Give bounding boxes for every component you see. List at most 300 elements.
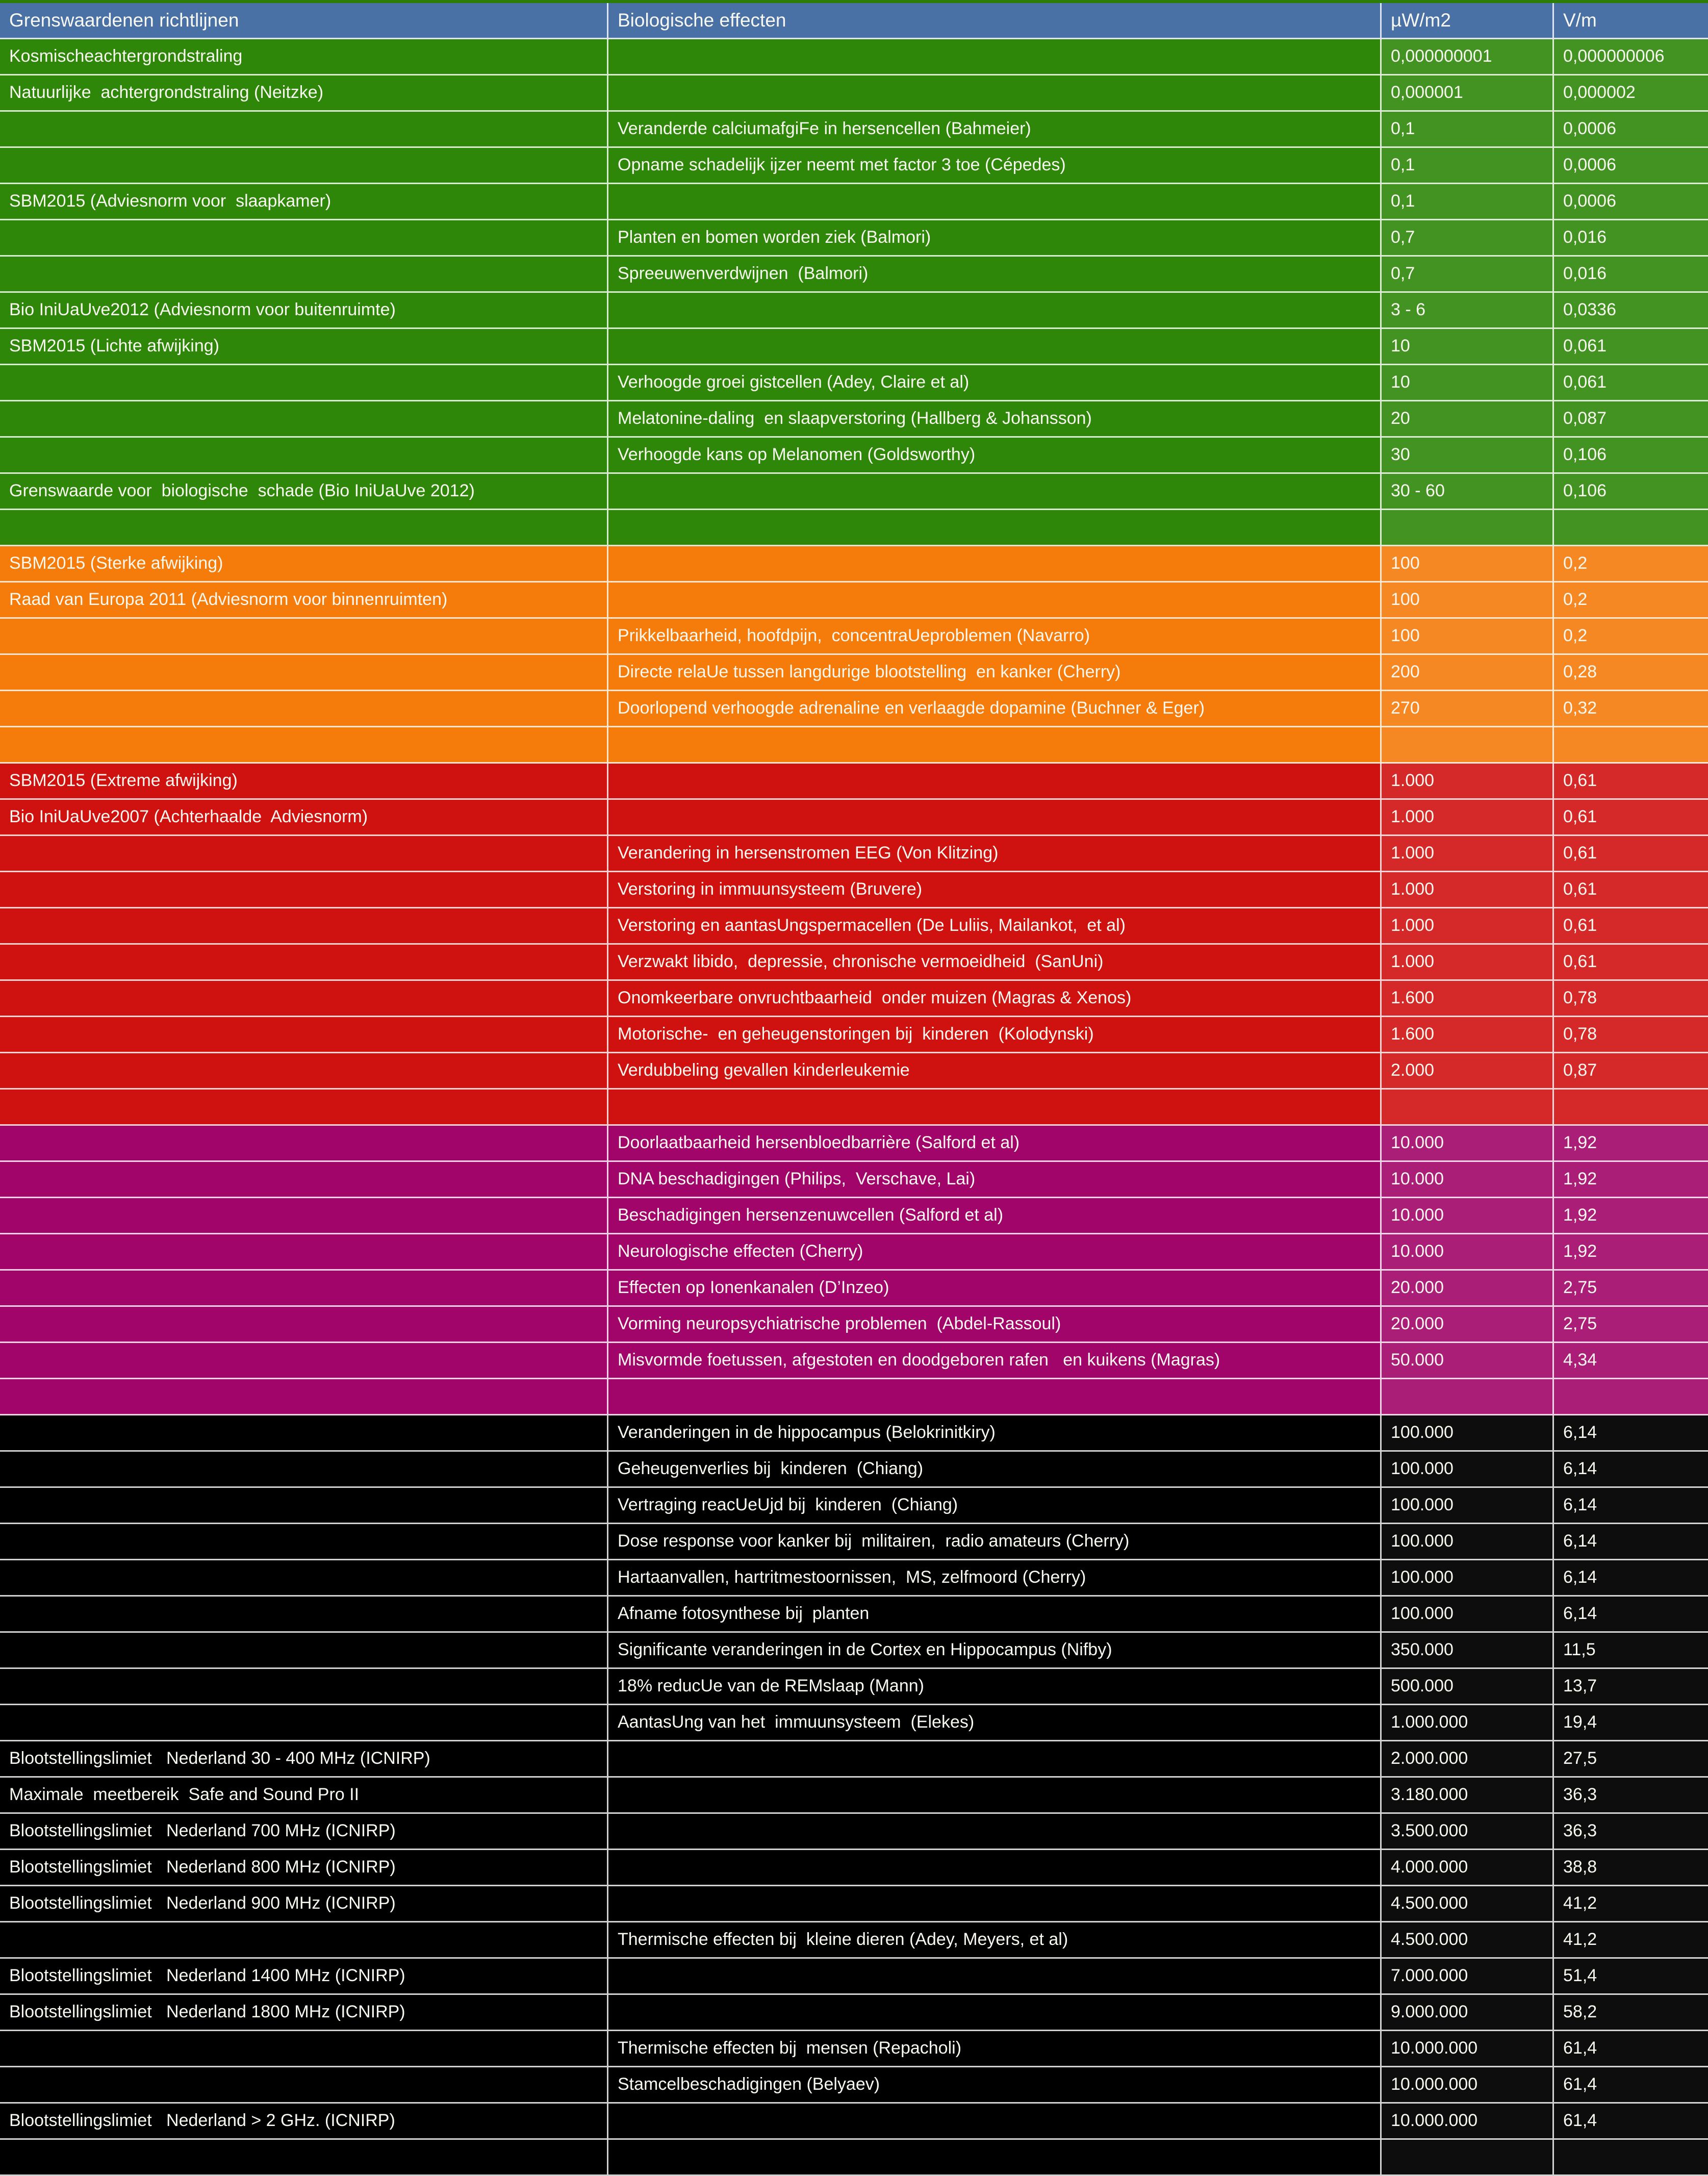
vm-value-cell: 0,61 — [1552, 836, 1708, 872]
limit-cell — [0, 945, 607, 981]
effect-cell: DNA beschadigingen (Philips, Verschave, Lai) — [607, 1162, 1380, 1198]
table-row — [0, 908, 1708, 945]
vm-value-cell: 61,4 — [1552, 2031, 1708, 2067]
effect-cell — [607, 583, 1380, 619]
vm-value-cell: 0,061 — [1552, 329, 1708, 365]
effect-cell: Doorlaatbaarheid hersenbloedbarrière (Salford et al) — [607, 1126, 1380, 1162]
vm-value-cell: 0,61 — [1552, 872, 1708, 908]
table-row — [0, 474, 1708, 510]
uwm2-value-cell: 0,1 — [1380, 148, 1552, 184]
vm-value-cell: 0,87 — [1552, 1053, 1708, 1090]
header-vm: V/m — [1552, 3, 1708, 39]
vm-value-cell: 6,14 — [1552, 1597, 1708, 1633]
table-row — [0, 836, 1708, 872]
effect-cell: Stamcelbeschadigingen (Belyaev) — [607, 2067, 1380, 2104]
limit-cell — [0, 2031, 607, 2067]
uwm2-value-cell: 3.500.000 — [1380, 1814, 1552, 1850]
limit-cell — [0, 1162, 607, 1198]
effect-cell — [607, 800, 1380, 836]
limit-cell — [0, 1343, 607, 1379]
uwm2-value-cell: 3 - 6 — [1380, 293, 1552, 329]
limit-cell — [0, 655, 607, 691]
effect-cell: Directe relaUe tussen langdurige blootstelling en kanker (Cherry) — [607, 655, 1380, 691]
table-row — [0, 1017, 1708, 1053]
limit-cell: Blootstellingslimiet Nederland 1400 MHz (ICNIRP) — [0, 1959, 607, 1995]
table-row — [0, 1814, 1708, 1850]
uwm2-value-cell: 1.000 — [1380, 764, 1552, 800]
uwm2-value-cell: 100.000 — [1380, 1560, 1552, 1597]
table-row — [0, 1452, 1708, 1488]
table-row — [0, 583, 1708, 619]
limit-cell: Blootstellingslimiet Nederland 700 MHz (ICNIRP) — [0, 1814, 607, 1850]
limit-cell: Natuurlijke achtergrondstraling (Neitzke) — [0, 75, 607, 112]
effect-cell — [607, 75, 1380, 112]
uwm2-value-cell: 2.000.000 — [1380, 1741, 1552, 1778]
limit-cell — [0, 2067, 607, 2104]
vm-value-cell — [1552, 510, 1708, 546]
uwm2-value-cell: 3.180.000 — [1380, 1778, 1552, 1814]
vm-value-cell: 0,61 — [1552, 908, 1708, 945]
vm-value-cell: 0,106 — [1552, 474, 1708, 510]
vm-value-cell: 0,0006 — [1552, 112, 1708, 148]
uwm2-value-cell: 4.500.000 — [1380, 1922, 1552, 1959]
effect-cell: Veranderde calciumafgiFe in hersencellen (Bahmeier) — [607, 112, 1380, 148]
table-row — [0, 257, 1708, 293]
uwm2-value-cell: 100.000 — [1380, 1452, 1552, 1488]
effect-cell: Verdubbeling gevallen kinderleukemie — [607, 1053, 1380, 1090]
uwm2-value-cell: 0,000000001 — [1380, 39, 1552, 75]
vm-value-cell: 0,000000006 — [1552, 39, 1708, 75]
vm-value-cell: 0,087 — [1552, 401, 1708, 438]
limit-cell — [0, 1090, 607, 1126]
limit-cell — [0, 1307, 607, 1343]
vm-value-cell: 61,4 — [1552, 2067, 1708, 2104]
uwm2-value-cell: 100 — [1380, 583, 1552, 619]
vm-value-cell: 6,14 — [1552, 1560, 1708, 1597]
uwm2-value-cell: 20.000 — [1380, 1307, 1552, 1343]
limit-cell — [0, 1126, 607, 1162]
table-row — [0, 1488, 1708, 1524]
vm-value-cell: 6,14 — [1552, 1524, 1708, 1560]
limit-cell: Blootstellingslimiet Nederland 1800 MHz (ICNIRP) — [0, 1995, 607, 2031]
effect-cell: Hartaanvallen, hartritmestoornissen, MS, zelfmoord (Cherry) — [607, 1560, 1380, 1597]
vm-value-cell: 36,3 — [1552, 1778, 1708, 1814]
uwm2-value-cell: 270 — [1380, 691, 1552, 727]
uwm2-value-cell: 1.600 — [1380, 1017, 1552, 1053]
table-row — [0, 401, 1708, 438]
uwm2-value-cell: 7.000.000 — [1380, 1959, 1552, 1995]
limit-cell — [0, 1198, 607, 1234]
limit-cell: Bio IniUaUve2007 (Achterhaalde Adviesnorm) — [0, 800, 607, 836]
effect-cell: Verhoogde kans op Melanomen (Goldsworthy) — [607, 438, 1380, 474]
effect-cell: Significante veranderingen in de Cortex en Hippocampus (Nifby) — [607, 1633, 1380, 1669]
table-row — [0, 619, 1708, 655]
limit-cell: SBM2015 (Adviesnorm voor slaapkamer) — [0, 184, 607, 220]
limit-cell: SBM2015 (Extreme afwijking) — [0, 764, 607, 800]
table-row — [0, 1560, 1708, 1597]
effect-cell — [607, 184, 1380, 220]
effect-cell: 18% reducUe van de REMslaap (Mann) — [607, 1669, 1380, 1705]
header-limits: Grenswaardenen richtlijnen — [0, 3, 607, 39]
limit-cell — [0, 510, 607, 546]
vm-value-cell: 1,92 — [1552, 1126, 1708, 1162]
vm-value-cell: 0,61 — [1552, 945, 1708, 981]
limit-cell: SBM2015 (Sterke afwijking) — [0, 546, 607, 583]
uwm2-value-cell: 500.000 — [1380, 1669, 1552, 1705]
table-row — [0, 1741, 1708, 1778]
limit-cell — [0, 1597, 607, 1633]
limit-cell: Blootstellingslimiet Nederland 900 MHz (ICNIRP) — [0, 1886, 607, 1922]
table-row — [0, 546, 1708, 583]
table-row — [0, 2067, 1708, 2104]
limit-cell — [0, 836, 607, 872]
table-row — [0, 1705, 1708, 1741]
table-row — [0, 1778, 1708, 1814]
vm-value-cell: 41,2 — [1552, 1886, 1708, 1922]
effect-cell — [607, 546, 1380, 583]
table-row — [0, 329, 1708, 365]
uwm2-value-cell: 30 — [1380, 438, 1552, 474]
uwm2-value-cell: 1.000 — [1380, 836, 1552, 872]
effect-cell: Planten en bomen worden ziek (Balmori) — [607, 220, 1380, 257]
vm-value-cell: 0,78 — [1552, 981, 1708, 1017]
table-row — [0, 184, 1708, 220]
limit-cell — [0, 257, 607, 293]
uwm2-value-cell: 10 — [1380, 329, 1552, 365]
limit-cell — [0, 1633, 607, 1669]
uwm2-value-cell: 4.500.000 — [1380, 1886, 1552, 1922]
effect-cell: Dose response voor kanker bij militairen, radio amateurs (Cherry) — [607, 1524, 1380, 1560]
uwm2-value-cell: 9.000.000 — [1380, 1995, 1552, 2031]
table-row — [0, 2031, 1708, 2067]
vm-value-cell: 0,0006 — [1552, 184, 1708, 220]
uwm2-value-cell — [1380, 2140, 1552, 2176]
uwm2-value-cell: 10.000.000 — [1380, 2104, 1552, 2140]
uwm2-value-cell: 10.000 — [1380, 1234, 1552, 1271]
effect-cell: Verandering in hersenstromen EEG (Von Klitzing) — [607, 836, 1380, 872]
uwm2-value-cell: 10 — [1380, 365, 1552, 401]
vm-value-cell — [1552, 1379, 1708, 1415]
effect-cell: Prikkelbaarheid, hoofdpijn, concentraUeproblemen (Navarro) — [607, 619, 1380, 655]
vm-value-cell: 58,2 — [1552, 1995, 1708, 2031]
uwm2-value-cell — [1380, 727, 1552, 764]
limit-cell: Blootstellingslimiet Nederland > 2 GHz. (ICNIRP) — [0, 2104, 607, 2140]
table-row — [0, 1597, 1708, 1633]
effect-cell: Effecten op Ionenkanalen (D’Inzeo) — [607, 1271, 1380, 1307]
vm-value-cell: 6,14 — [1552, 1488, 1708, 1524]
limit-cell — [0, 1560, 607, 1597]
table-row — [0, 75, 1708, 112]
table-header-row — [0, 3, 1708, 39]
uwm2-value-cell: 0,000001 — [1380, 75, 1552, 112]
vm-value-cell — [1552, 727, 1708, 764]
effect-cell: AantasUng van het immuunsysteem (Elekes) — [607, 1705, 1380, 1741]
limit-cell — [0, 1415, 607, 1452]
effect-cell — [607, 2140, 1380, 2176]
effect-cell: Geheugenverlies bij kinderen (Chiang) — [607, 1452, 1380, 1488]
limit-cell — [0, 1922, 607, 1959]
vm-value-cell: 0,016 — [1552, 220, 1708, 257]
uwm2-value-cell: 0,1 — [1380, 184, 1552, 220]
uwm2-value-cell: 20 — [1380, 401, 1552, 438]
uwm2-value-cell — [1380, 510, 1552, 546]
limit-cell — [0, 1053, 607, 1090]
table-row — [0, 691, 1708, 727]
effect-cell: Onomkeerbare onvruchtbaarheid onder muizen (Magras & Xenos) — [607, 981, 1380, 1017]
table-row — [0, 1633, 1708, 1669]
effect-cell — [607, 1995, 1380, 2031]
effect-cell: Neurologische effecten (Cherry) — [607, 1234, 1380, 1271]
vm-value-cell: 0,2 — [1552, 619, 1708, 655]
vm-value-cell: 0,000002 — [1552, 75, 1708, 112]
table-row — [0, 1090, 1708, 1126]
vm-value-cell: 0,061 — [1552, 365, 1708, 401]
uwm2-value-cell: 4.000.000 — [1380, 1850, 1552, 1886]
table-row — [0, 1959, 1708, 1995]
table-row — [0, 220, 1708, 257]
table-row — [0, 1415, 1708, 1452]
uwm2-value-cell: 100.000 — [1380, 1415, 1552, 1452]
uwm2-value-cell: 100 — [1380, 546, 1552, 583]
effect-cell — [607, 1741, 1380, 1778]
table-row — [0, 1198, 1708, 1234]
table-row — [0, 1379, 1708, 1415]
table-row — [0, 981, 1708, 1017]
vm-value-cell: 2,75 — [1552, 1307, 1708, 1343]
vm-value-cell: 1,92 — [1552, 1198, 1708, 1234]
limit-cell — [0, 148, 607, 184]
vm-value-cell: 0,28 — [1552, 655, 1708, 691]
uwm2-value-cell: 200 — [1380, 655, 1552, 691]
effect-cell: Vorming neuropsychiatrische problemen (Abdel-Rassoul) — [607, 1307, 1380, 1343]
table-row — [0, 438, 1708, 474]
limit-cell: SBM2015 (Lichte afwijking) — [0, 329, 607, 365]
uwm2-value-cell: 1.000 — [1380, 800, 1552, 836]
effect-cell — [607, 1090, 1380, 1126]
table-row — [0, 293, 1708, 329]
vm-value-cell: 6,14 — [1552, 1415, 1708, 1452]
vm-value-cell: 41,2 — [1552, 1922, 1708, 1959]
uwm2-value-cell: 30 - 60 — [1380, 474, 1552, 510]
effect-cell: Doorlopend verhoogde adrenaline en verlaagde dopamine (Buchner & Eger) — [607, 691, 1380, 727]
uwm2-value-cell: 100.000 — [1380, 1524, 1552, 1560]
effect-cell: Melatonine-daling en slaapverstoring (Hallberg & Johansson) — [607, 401, 1380, 438]
uwm2-value-cell: 350.000 — [1380, 1633, 1552, 1669]
uwm2-value-cell: 100.000 — [1380, 1488, 1552, 1524]
effect-cell — [607, 329, 1380, 365]
effect-cell: Thermische effecten bij mensen (Repacholi) — [607, 2031, 1380, 2067]
table-row — [0, 2140, 1708, 2176]
effect-cell: Vertraging reacUeUjd bij kinderen (Chiang) — [607, 1488, 1380, 1524]
uwm2-value-cell: 100 — [1380, 619, 1552, 655]
effect-cell: Thermische effecten bij kleine dieren (Adey, Meyers, et al) — [607, 1922, 1380, 1959]
limit-cell — [0, 401, 607, 438]
vm-value-cell: 13,7 — [1552, 1669, 1708, 1705]
limit-cell — [0, 1524, 607, 1560]
vm-value-cell: 61,4 — [1552, 2104, 1708, 2140]
uwm2-value-cell: 0,1 — [1380, 112, 1552, 148]
effect-cell — [607, 727, 1380, 764]
limit-cell: Blootstellingslimiet Nederland 800 MHz (ICNIRP) — [0, 1850, 607, 1886]
table-row — [0, 800, 1708, 836]
limit-cell: Raad van Europa 2011 (Adviesnorm voor binnenruimten) — [0, 583, 607, 619]
vm-value-cell: 27,5 — [1552, 1741, 1708, 1778]
effect-cell — [607, 293, 1380, 329]
vm-value-cell: 6,14 — [1552, 1452, 1708, 1488]
limit-cell: Kosmischeachtergrondstraling — [0, 39, 607, 75]
table-row — [0, 1524, 1708, 1560]
vm-value-cell: 0,61 — [1552, 764, 1708, 800]
uwm2-value-cell: 10.000.000 — [1380, 2031, 1552, 2067]
effect-cell: Misvormde foetussen, afgestoten en doodgeboren rafen en kuikens (Magras) — [607, 1343, 1380, 1379]
uwm2-value-cell — [1380, 1379, 1552, 1415]
uwm2-value-cell: 1.000 — [1380, 872, 1552, 908]
uwm2-value-cell: 1.000.000 — [1380, 1705, 1552, 1741]
effect-cell — [607, 1814, 1380, 1850]
effect-cell: Verstoring en aantasUngspermacellen (De Luliis, Mailankot, et al) — [607, 908, 1380, 945]
vm-value-cell: 0,61 — [1552, 800, 1708, 836]
uwm2-value-cell: 10.000 — [1380, 1198, 1552, 1234]
limit-cell — [0, 438, 607, 474]
effect-cell — [607, 1379, 1380, 1415]
table-row — [0, 1995, 1708, 2031]
table-row — [0, 1271, 1708, 1307]
effect-cell — [607, 474, 1380, 510]
table-row — [0, 1850, 1708, 1886]
effect-cell — [607, 764, 1380, 800]
table-row — [0, 945, 1708, 981]
table-row — [0, 1922, 1708, 1959]
vm-value-cell: 1,92 — [1552, 1162, 1708, 1198]
vm-value-cell: 36,3 — [1552, 1814, 1708, 1850]
uwm2-value-cell: 10.000 — [1380, 1126, 1552, 1162]
table-row — [0, 1234, 1708, 1271]
vm-value-cell: 0,0336 — [1552, 293, 1708, 329]
limit-cell — [0, 1705, 607, 1741]
table-row — [0, 148, 1708, 184]
vm-value-cell: 1,92 — [1552, 1234, 1708, 1271]
uwm2-value-cell: 100.000 — [1380, 1597, 1552, 1633]
effect-cell: Opname schadelijk ijzer neemt met factor 3 toe (Cépedes) — [607, 148, 1380, 184]
vm-value-cell: 11,5 — [1552, 1633, 1708, 1669]
effect-cell — [607, 1850, 1380, 1886]
limit-cell: Blootstellingslimiet Nederland 30 - 400 MHz (ICNIRP) — [0, 1741, 607, 1778]
limit-cell — [0, 872, 607, 908]
limit-cell — [0, 1669, 607, 1705]
effect-cell: Afname fotosynthese bij planten — [607, 1597, 1380, 1633]
table-row — [0, 510, 1708, 546]
effect-cell: Verzwakt libido, depressie, chronische vermoeidheid (SanUni) — [607, 945, 1380, 981]
limit-cell — [0, 981, 607, 1017]
effect-cell — [607, 1778, 1380, 1814]
header-uwm2: µW/m2 — [1380, 3, 1552, 39]
uwm2-value-cell: 20.000 — [1380, 1271, 1552, 1307]
limit-cell — [0, 1234, 607, 1271]
vm-value-cell: 0,106 — [1552, 438, 1708, 474]
uwm2-value-cell: 50.000 — [1380, 1343, 1552, 1379]
table-row — [0, 1886, 1708, 1922]
limit-cell — [0, 220, 607, 257]
header-effects: Biologische effecten — [607, 3, 1380, 39]
limit-cell — [0, 691, 607, 727]
effect-cell — [607, 1959, 1380, 1995]
effect-cell: Veranderingen in de hippocampus (Belokrinitkiry) — [607, 1415, 1380, 1452]
limit-cell — [0, 2140, 607, 2176]
limit-cell — [0, 619, 607, 655]
limit-cell — [0, 1488, 607, 1524]
limit-cell: Bio IniUaUve2012 (Adviesnorm voor buitenruimte) — [0, 293, 607, 329]
table-row — [0, 1126, 1708, 1162]
limit-cell — [0, 1452, 607, 1488]
table-row — [0, 764, 1708, 800]
limit-cell — [0, 112, 607, 148]
effect-cell — [607, 39, 1380, 75]
vm-value-cell: 0,2 — [1552, 546, 1708, 583]
effect-cell — [607, 1886, 1380, 1922]
table-row — [0, 1053, 1708, 1090]
effect-cell: Beschadigingen hersenzenuwcellen (Salford et al) — [607, 1198, 1380, 1234]
uwm2-value-cell: 1.600 — [1380, 981, 1552, 1017]
vm-value-cell: 0,2 — [1552, 583, 1708, 619]
limit-cell — [0, 727, 607, 764]
limit-cell: Grenswaarde voor biologische schade (Bio IniUaUve 2012) — [0, 474, 607, 510]
limit-cell — [0, 1017, 607, 1053]
table-row — [0, 112, 1708, 148]
vm-value-cell — [1552, 1090, 1708, 1126]
uwm2-value-cell: 2.000 — [1380, 1053, 1552, 1090]
effect-cell: Motorische- en geheugenstoringen bij kinderen (Kolodynski) — [607, 1017, 1380, 1053]
table-row — [0, 2104, 1708, 2140]
effect-cell: Spreeuwenverdwijnen (Balmori) — [607, 257, 1380, 293]
uwm2-value-cell: 10.000.000 — [1380, 2067, 1552, 2104]
vm-value-cell: 51,4 — [1552, 1959, 1708, 1995]
uwm2-value-cell: 10.000 — [1380, 1162, 1552, 1198]
table-row — [0, 1162, 1708, 1198]
limit-cell — [0, 908, 607, 945]
table-row — [0, 365, 1708, 401]
vm-value-cell: 0,32 — [1552, 691, 1708, 727]
effect-cell — [607, 2104, 1380, 2140]
table-row — [0, 1343, 1708, 1379]
table-row — [0, 1669, 1708, 1705]
vm-value-cell: 0,0006 — [1552, 148, 1708, 184]
vm-value-cell — [1552, 2140, 1708, 2176]
table-row — [0, 1307, 1708, 1343]
uwm2-value-cell: 0,7 — [1380, 257, 1552, 293]
vm-value-cell: 4,34 — [1552, 1343, 1708, 1379]
vm-value-cell: 19,4 — [1552, 1705, 1708, 1741]
effect-cell: Verhoogde groei gistcellen (Adey, Claire et al) — [607, 365, 1380, 401]
uwm2-value-cell — [1380, 1090, 1552, 1126]
limit-cell: Maximale meetbereik Safe and Sound Pro II — [0, 1778, 607, 1814]
vm-value-cell: 0,016 — [1552, 257, 1708, 293]
uwm2-value-cell: 1.000 — [1380, 945, 1552, 981]
limit-cell — [0, 1271, 607, 1307]
table-row — [0, 727, 1708, 764]
uwm2-value-cell: 1.000 — [1380, 908, 1552, 945]
effect-cell: Verstoring in immuunsysteem (Bruvere) — [607, 872, 1380, 908]
effect-cell — [607, 510, 1380, 546]
uwm2-value-cell: 0,7 — [1380, 220, 1552, 257]
limit-cell — [0, 1379, 607, 1415]
vm-value-cell: 38,8 — [1552, 1850, 1708, 1886]
vm-value-cell: 0,78 — [1552, 1017, 1708, 1053]
table-row — [0, 39, 1708, 75]
limit-cell — [0, 365, 607, 401]
vm-value-cell: 2,75 — [1552, 1271, 1708, 1307]
table-row — [0, 872, 1708, 908]
table-row — [0, 655, 1708, 691]
